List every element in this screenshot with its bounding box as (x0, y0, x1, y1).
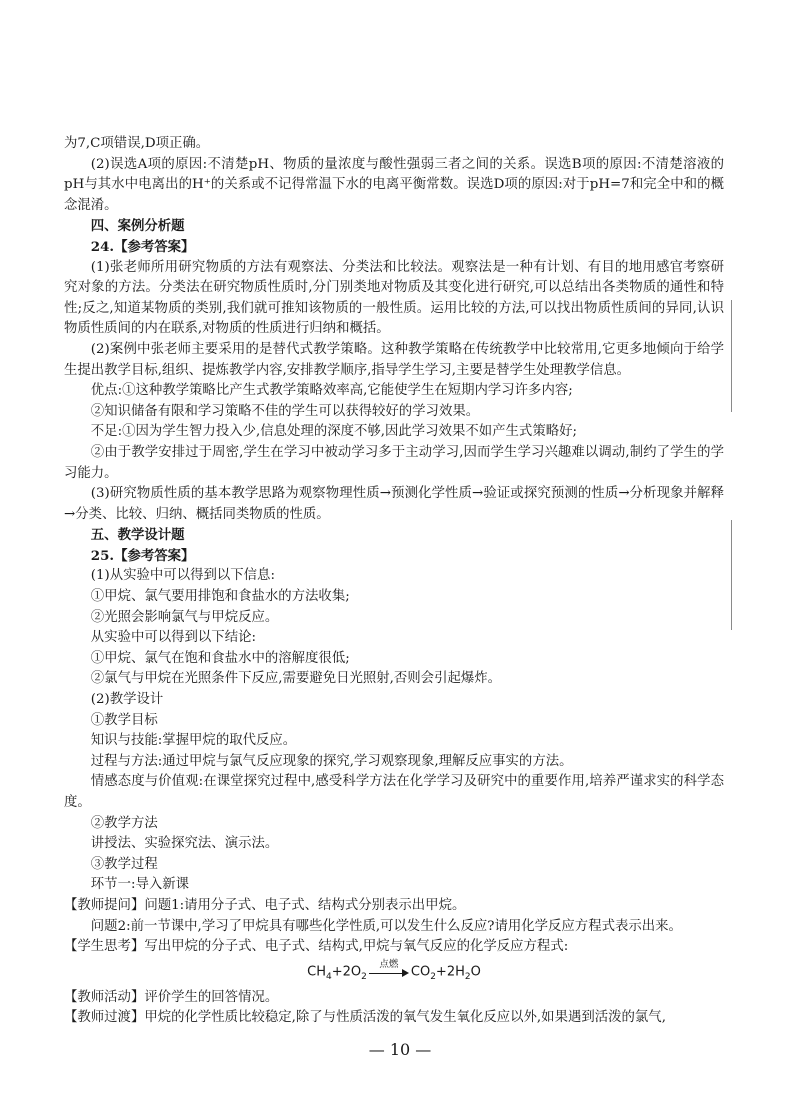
eq-rhs-c: O (470, 964, 481, 980)
paragraph: ②由于教学安排过于周密,学生在学习中被动学习多于主动学习,因而学生学习兴趣难以调动,制约了学生的学习能力。 (64, 444, 724, 481)
paragraph: 为7,C项错误,D项正确。 (64, 136, 210, 151)
paragraph: 过程与方法:通过甲烷与氯气反应现象的探究,学习观察现象,理解反应事实的方法。 (90, 753, 573, 769)
paragraph: 【教师提问】问题1:请用分子式、电子式、结构式分别表示出甲烷。 (64, 897, 466, 913)
arrow-head-icon (402, 969, 409, 977)
eq-lhs-a: CH (307, 964, 326, 980)
eq-rhs-a: CO (410, 964, 431, 980)
paragraph: 问题2:前一节课中,学习了甲烷具有哪些化学性质,可以发生什么反应?请用化学反应方程式表示出来。 (90, 918, 682, 934)
margin-rule-upper (731, 300, 732, 412)
section-heading: 24.【参考答案】 (90, 238, 195, 255)
paragraph: 环节一:导入新课 (90, 877, 190, 893)
eq-lhs-b: +2O (331, 964, 362, 980)
paragraph: (1)张老师所用研究物质的方法有观察法、分类法和比较法。观察法是一种有计划、有目的地用感官考察研究对象的方法。分类法在研究物质性质时,分门别类地对物质及其变化进行研究,可以总结出各类物质的通性和特性;反之,知道某物质的类别,我们就可推知该物质的一般性质。运用比较的方法,可以找出物质性质间的异同,认识物质性质间的内在联系,对物质的性质进行归纳和概括。 (64, 259, 724, 337)
paragraph: (1)从实验中可以得到以下信息: (90, 568, 275, 584)
paragraph: ③教学过程 (90, 856, 158, 872)
paragraph: ①教学目标 (90, 712, 158, 728)
paragraph: ②光照会影响氯气与甲烷反应。 (90, 609, 279, 625)
paragraph: 不足:①因为学生智力投入少,信息处理的深度不够,因此学习效果不如产生式策略好; (90, 424, 578, 440)
paragraph: ①甲烷、氯气要用排饱和食盐水的方法收集; (90, 589, 350, 605)
arrow-shaft (369, 973, 405, 974)
page-number: — 10 — (368, 1040, 432, 1059)
reaction-condition: 点燃 (379, 958, 399, 970)
page-body (64, 134, 724, 1029)
paragraph: (2)案例中张老师主要采用的是替代式教学策略。这种教学策略在传统教学中比较常用,它更多地倾向于给学生提出教学目标,组织、提炼教学内容,安排教学顺序,指导学生学习,主要是替学生处理教学信息。 (64, 341, 724, 378)
reaction-arrow (367, 960, 411, 984)
paragraph: (3)研究物质性质的基本教学思路为观察物理性质→预测化学性质→验证或探究预测的性质→分析现象并解释→分类、比较、归纳、概括同类物质的性质。 (64, 486, 724, 522)
margin-rule-lower (731, 520, 732, 630)
chemical-equation (64, 960, 724, 984)
section-heading: 25.【参考答案】 (90, 547, 195, 564)
paragraph: ①甲烷、氯气在饱和食盐水中的溶解度很低; (90, 650, 350, 666)
eq-lhs-a-sub: 4 (326, 971, 332, 982)
paragraph: 优点:①这种教学策略比产生式教学策略效率高,它能使学生在短期内学习许多内容; (90, 383, 573, 399)
eq-rhs-b: +2H (435, 964, 465, 980)
paragraph: 【教师活动】评价学生的回答情况。 (64, 989, 279, 1005)
paragraph: 情感态度与价值观:在课堂探究过程中,感受科学方法在化学学习及研究中的重要作用,培养严谨求实的科学态度。 (64, 774, 724, 810)
eq-rhs-b-sub: 2 (464, 971, 471, 982)
paragraph: 从实验中可以得到以下结论: (90, 630, 256, 646)
paragraph: (2)教学设计 (90, 692, 164, 708)
section-heading: 五、教学设计题 (90, 527, 185, 544)
eq-lhs-b-sub: 2 (361, 971, 367, 982)
paragraph: (2)误选A项的原因:不清楚pH、物质的量浓度与酸性强弱三者之间的关系。误选B项的原因:不清楚溶液的pH与其水中电离出的H⁺的关系或不记得常温下水的电离平衡常数。误选D项的原因:对于pH=7和完全中和的概念混淆。 (64, 156, 724, 213)
eq-rhs-a-sub: 2 (430, 971, 436, 982)
paragraph: ②氯气与甲烷在光照条件下反应,需要避免日光照射,否则会引起爆炸。 (90, 671, 502, 687)
paragraph: 知识与技能:掌握甲烷的取代反应。 (90, 733, 297, 749)
paragraph: 【学生思考】写出甲烷的分子式、电子式、结构式,甲烷与氧气反应的化学反应方程式: (64, 939, 569, 955)
section-heading: 四、案例分析题 (90, 218, 185, 235)
paragraph: 讲授法、实验探究法、演示法。 (90, 836, 279, 852)
paragraph: ②教学方法 (90, 815, 158, 831)
paragraph: 【教师过渡】甲烷的化学性质比较稳定,除了与性质活泼的氧气发生氧化反应以外,如果遇到活泼的氯气, (64, 1010, 666, 1026)
paragraph: ②知识储备有限和学习策略不佳的学生可以获得较好的学习效果。 (90, 403, 480, 419)
